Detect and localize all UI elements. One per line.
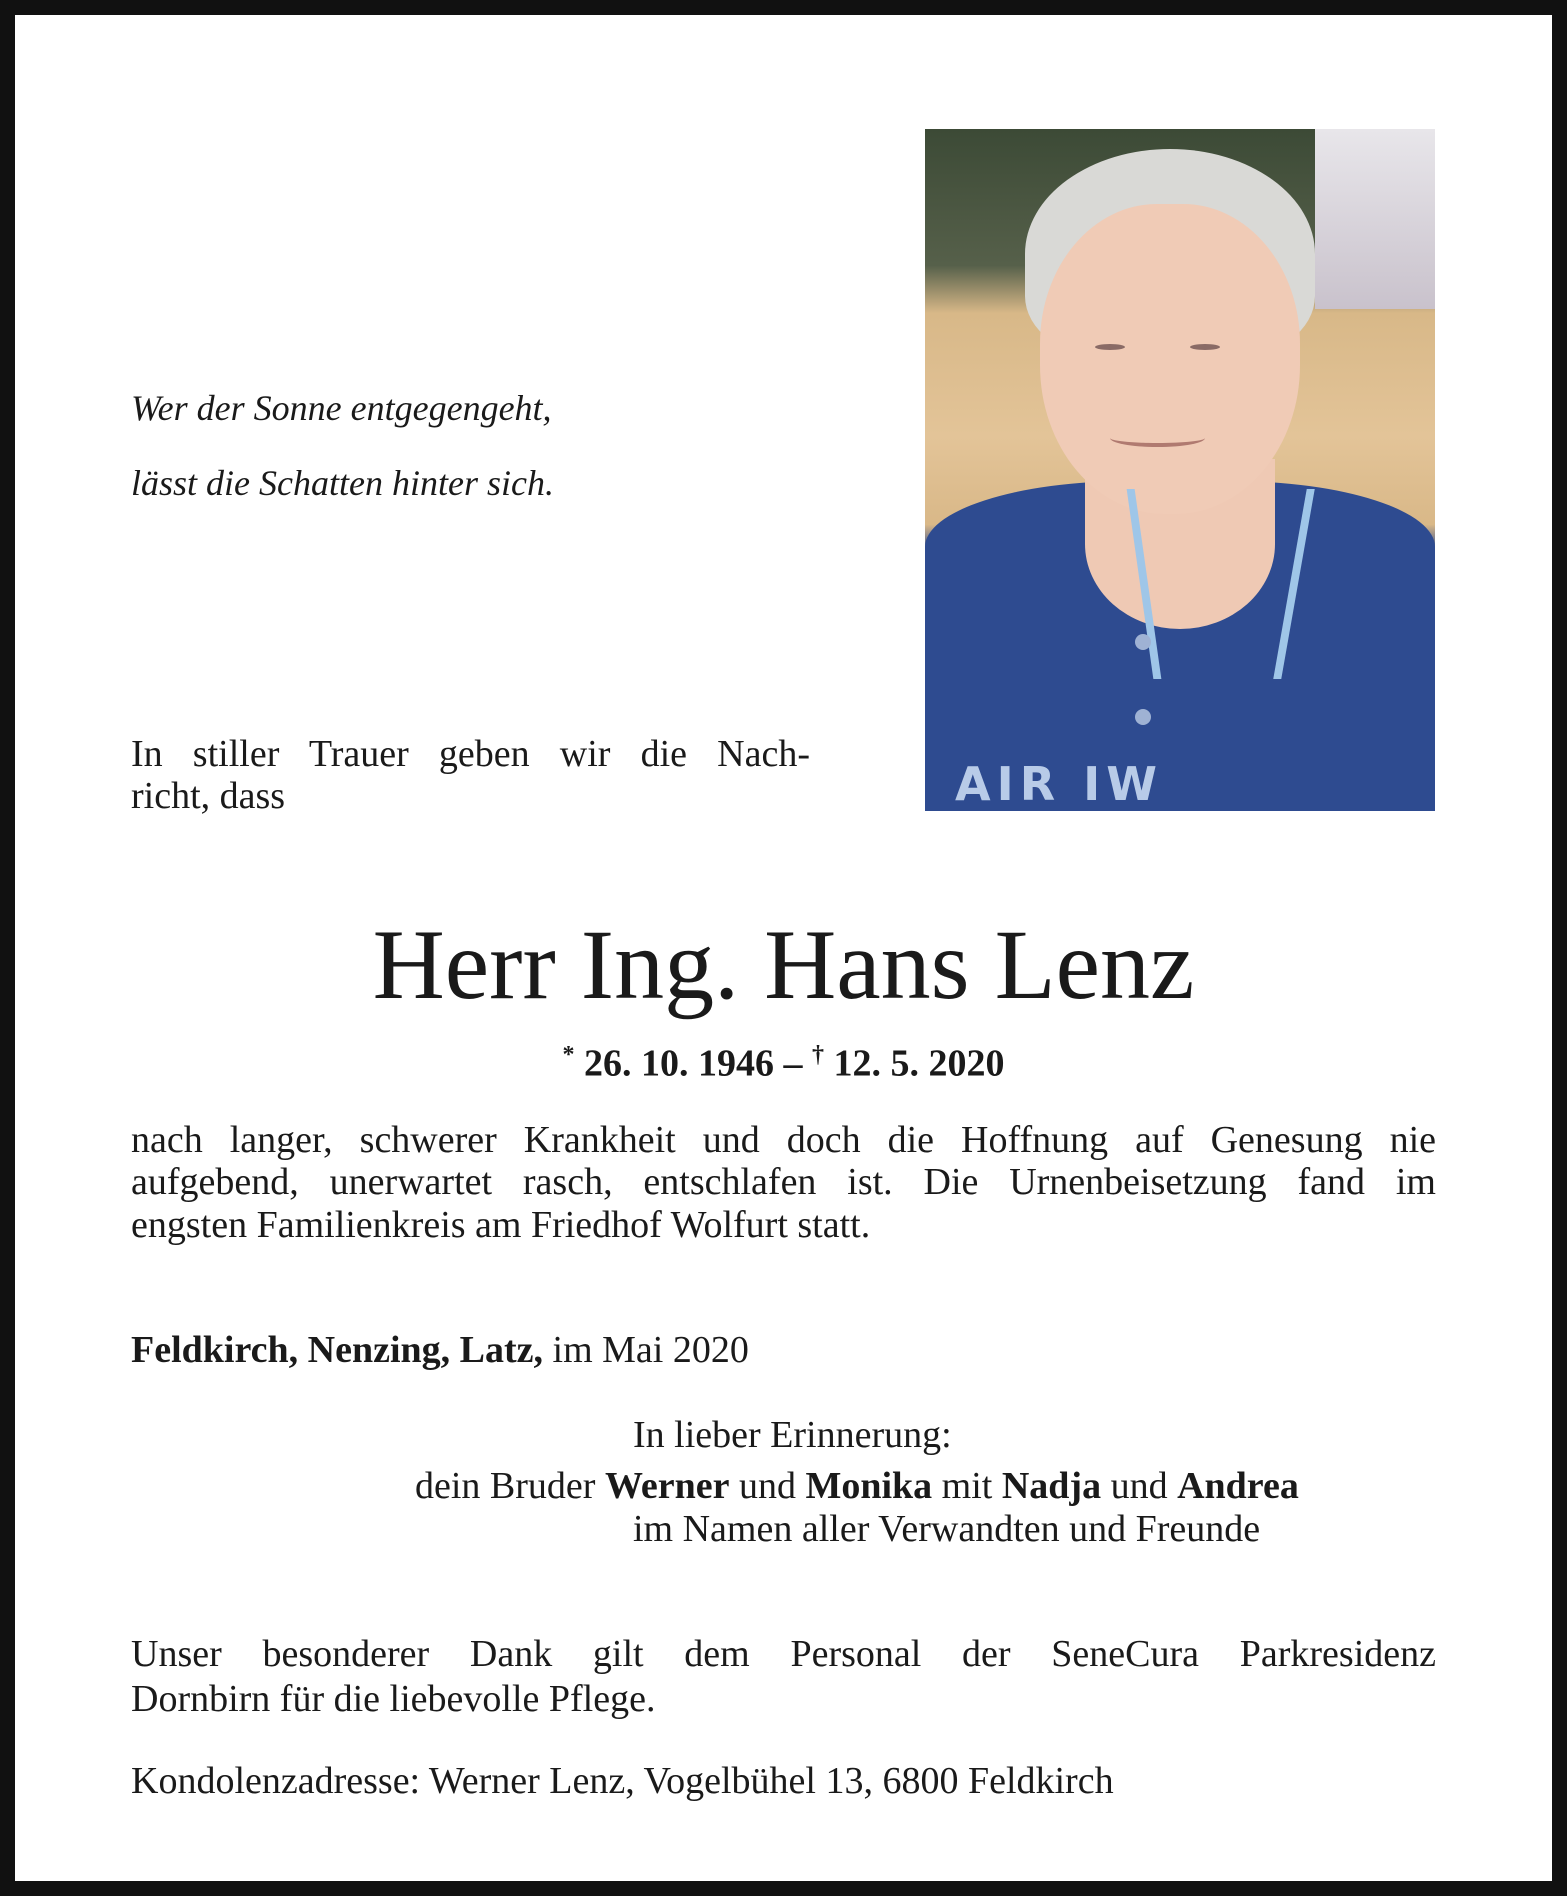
memory-heading: In lieber Erinnerung: — [633, 1414, 952, 1456]
life-dates — [0, 1033, 1567, 1086]
condolence-address: Kondolenzadresse: Werner Lenz, Vogelbühel 13, 6800 Feldkirch — [131, 1760, 1114, 1802]
birth-symbol: * — [562, 1042, 575, 1068]
mourner-name: Andrea — [1177, 1465, 1299, 1507]
conjunction: und — [1110, 1465, 1168, 1507]
mourner-name: Werner — [604, 1465, 730, 1507]
birth-date: 26. 10. 1946 — [584, 1042, 774, 1085]
death-symbol: † — [812, 1042, 824, 1068]
body-line-1: nach langer, schwerer Krankheit und doch die Hoffnung auf Genesung nie — [131, 1119, 1436, 1161]
place-date-line — [131, 1328, 749, 1372]
intro-line-2: richt, dass — [131, 775, 286, 817]
deceased-name: Herr Ing. Hans Lenz — [372, 909, 1195, 1020]
body-line-3: engsten Familienkreis am Friedhof Wolfurt statt. — [131, 1204, 871, 1246]
memory-line-3: im Namen aller Verwandten und Freunde — [633, 1508, 1261, 1550]
quote-line-2: lässt die Schatten hinter sich. — [131, 463, 554, 503]
death-date: 12. 5. 2020 — [833, 1042, 1005, 1085]
intro-line-1: In stiller Trauer geben wir die Nach- — [131, 733, 810, 775]
thanks-line-1: Unser besonderer Dank gilt dem Personal der SeneCura Parkresidenz — [131, 1633, 1436, 1675]
mourner-name: Nadja — [1001, 1465, 1102, 1507]
dates-dash: – — [783, 1042, 803, 1085]
mourners-line — [415, 1464, 1299, 1508]
towns: Feldkirch, Nenzing, Latz, — [131, 1329, 544, 1371]
portrait-photo: AIR IW — [925, 129, 1435, 811]
conjunction: und — [738, 1465, 796, 1507]
month-year: im Mai 2020 — [552, 1329, 749, 1371]
quote-line-1: Wer der Sonne entgegengeht, — [131, 388, 552, 428]
body-line-2: aufgebend, unerwartet rasch, entschlafen ist. Die Urnenbeisetzung fand im — [131, 1161, 1436, 1203]
thanks-line-2: Dornbirn für die liebevolle Pflege. — [131, 1678, 656, 1720]
conjunction: mit — [941, 1465, 993, 1507]
mourners-prefix: dein Bruder — [415, 1465, 596, 1507]
mourner-name: Monika — [805, 1465, 933, 1507]
